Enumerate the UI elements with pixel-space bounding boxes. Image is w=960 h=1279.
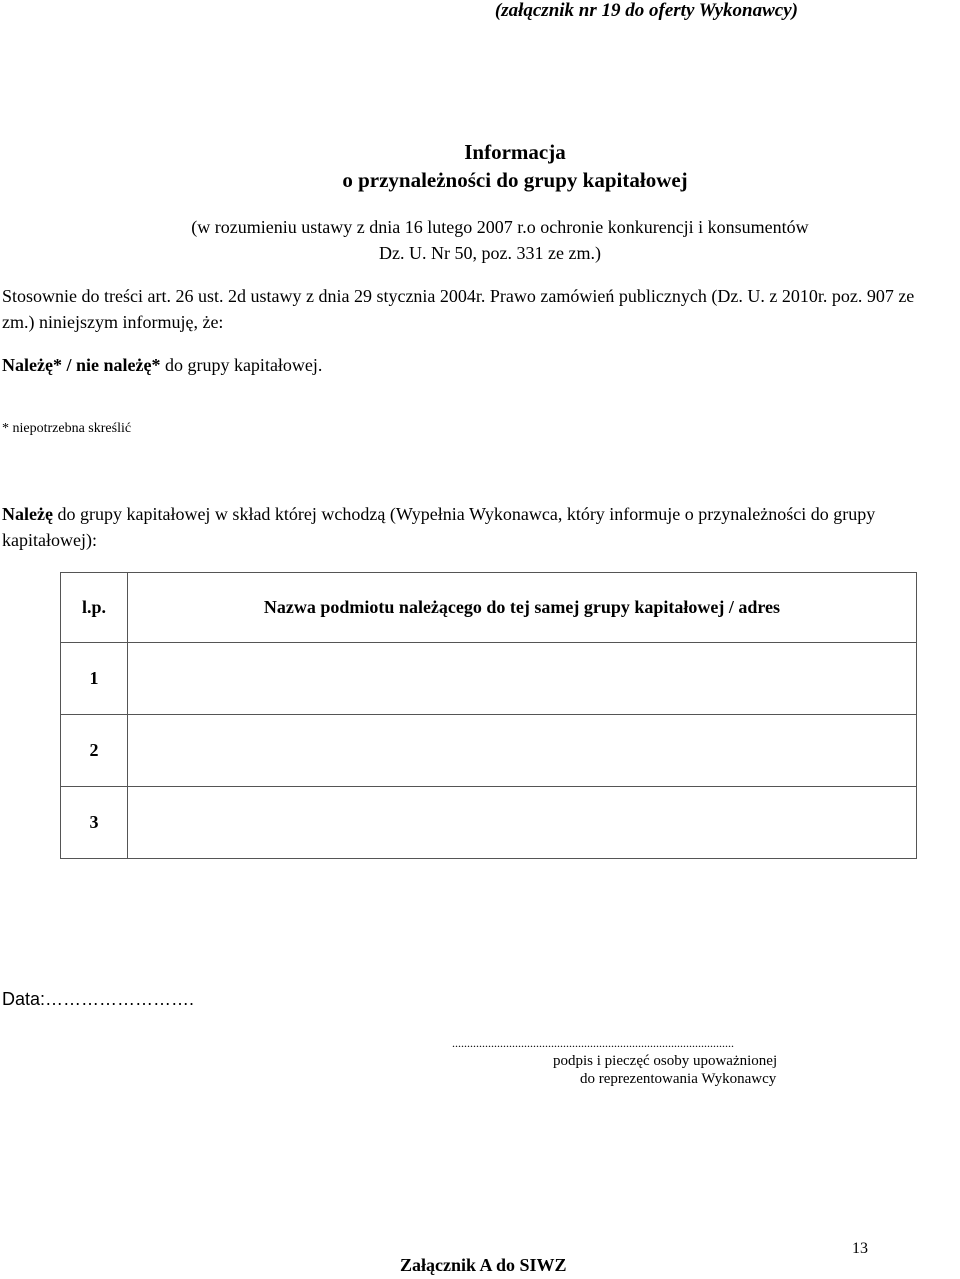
membership-paragraph-rest: do grupy kapitałowej w skład której wchodzą (Wypełnia Wykonawca, który informuje o przynależności do grupy kapitałowej): [2, 504, 876, 550]
row-lp: 2 [61, 715, 128, 787]
page-number: 13 [852, 1240, 868, 1257]
signature-line: .............................................................................................. [452, 1036, 734, 1050]
legal-reference-line1: (w rozumieniu ustawy z dnia 16 lutego 2007 r.o ochronie konkurencji i konsumentów [191, 217, 809, 237]
header-entity-name: Nazwa podmiotu należącego do tej samej grupy kapitałowej / adres [128, 573, 917, 643]
table-row [61, 715, 917, 787]
row-entity-name[interactable] [128, 787, 917, 859]
legal-reference-line2: Dz. U. Nr 50, poz. 331 ze zm.) [379, 243, 601, 263]
row-lp: 3 [61, 787, 128, 859]
signature-caption-line1: podpis i pieczęć osoby upoważnionej [553, 1053, 778, 1069]
row-entity-name[interactable] [128, 643, 917, 715]
signature-caption-line2: do reprezentowania Wykonawcy [580, 1071, 777, 1087]
document-subtitle-title: o przynależności do grupy kapitałowej [342, 168, 688, 192]
table-row [61, 643, 917, 715]
membership-paragraph [2, 501, 942, 553]
membership-choice: Należę* / nie należę* [2, 355, 161, 375]
table-header-row [61, 573, 917, 643]
footnote: * niepotrzebna skreślić [2, 421, 132, 436]
membership-statement [2, 352, 942, 378]
membership-bold: Należę [2, 504, 53, 524]
table-row [61, 787, 917, 859]
membership-statement-rest: do grupy kapitałowej. [160, 355, 323, 375]
entities-table [60, 572, 917, 859]
intro-paragraph: Stosownie do treści art. 26 ust. 2d ustawy z dnia 29 stycznia 2004r. Prawo zamówień publicznych (Dz. U. z 2010r. poz. 907 ze zm.) niniejszym informuję, że: [2, 286, 915, 332]
document-title: Informacja [464, 140, 566, 164]
date-field: Data:……………………. [2, 989, 195, 1009]
row-lp: 1 [61, 643, 128, 715]
footer-annex-label: Załącznik A do SIWZ [400, 1255, 567, 1275]
annex-header: (załącznik nr 19 do oferty Wykonawcy) [494, 0, 798, 21]
row-entity-name[interactable] [128, 715, 917, 787]
header-lp: l.p. [61, 573, 128, 643]
